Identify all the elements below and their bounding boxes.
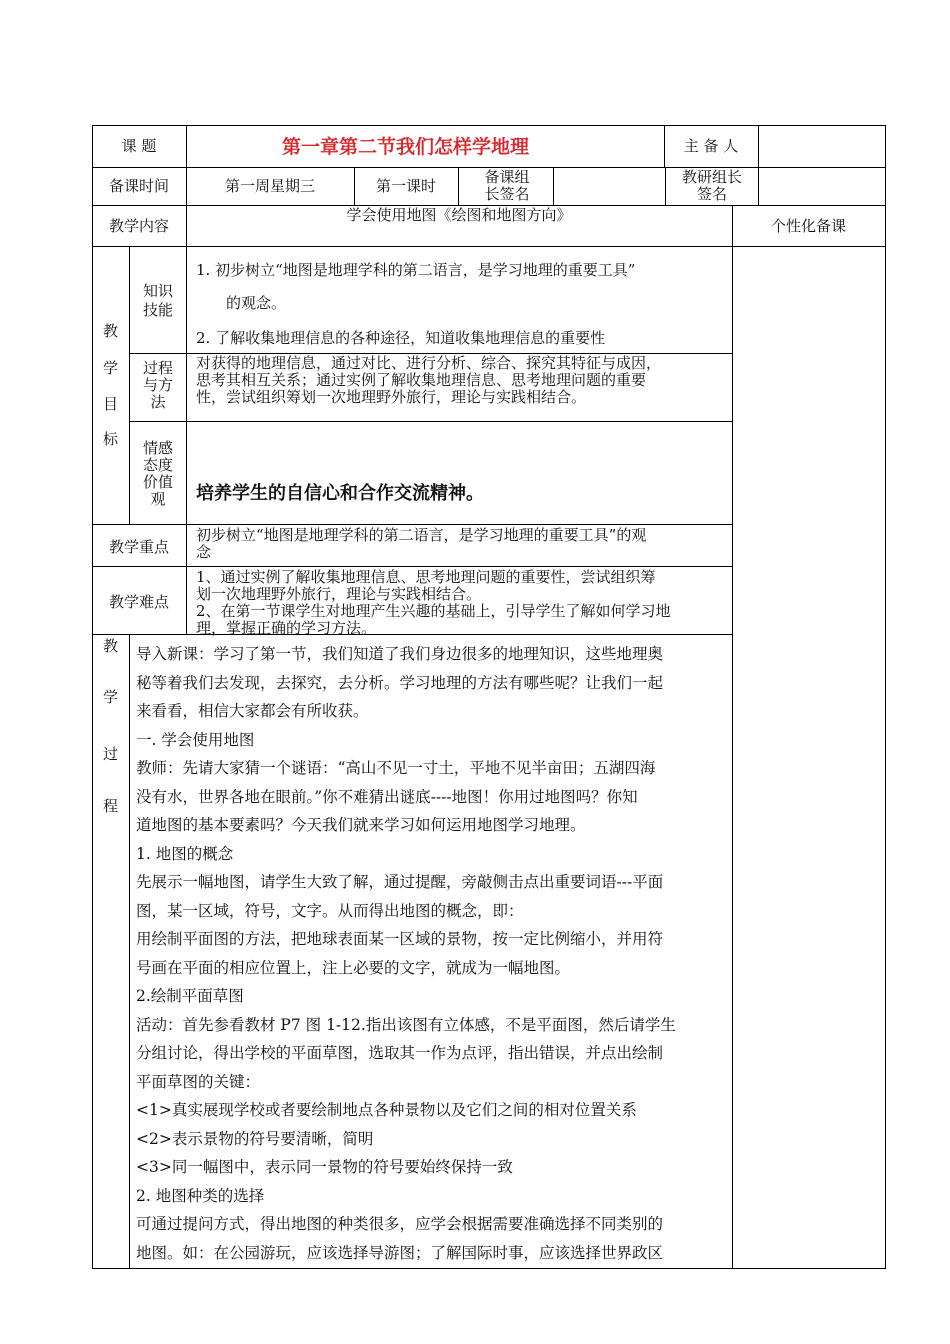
- process-char: 学: [103, 688, 119, 706]
- process-line: 先展示一幅地图，请学生大致了解，通过提醒，旁敲侧击点出重要词语---平面: [136, 873, 664, 891]
- knowledge-label: 知识技能: [142, 282, 173, 319]
- attitude-label: 情感态度价值观: [142, 439, 173, 508]
- process-line: 秘等着我们去发现，去探究，去分析。学习地理的方法有哪些呢？让我们一起: [136, 673, 664, 692]
- research-leader-sign-label: 教研组长签名: [681, 168, 742, 203]
- key-point-line: 念: [196, 543, 212, 561]
- process-line: 可通过提问方式，得出地图的种类很多，应学会根据需要准确选择不同类别的: [136, 1215, 664, 1233]
- process-method-label: 过程与方法: [142, 359, 173, 411]
- process-line: 用绘制平面图的方法，把地球表面某一区域的景物，按一定比例缩小，并用符: [136, 930, 664, 948]
- process-char: 程: [103, 797, 119, 815]
- key-point-line: 初步树立“地图是地理学科的第二语言，是学习地理的重要工具”的观: [196, 526, 647, 544]
- difficulty-line: 划一次地理野外旅行，理论与实践相结合。: [196, 585, 482, 603]
- prep-time-value: 第一周星期三: [224, 177, 315, 195]
- process-line: 2.绘制平面草图: [136, 987, 244, 1005]
- preparer-label: 主 备 人: [683, 137, 739, 155]
- lesson-title: 第一章第二节我们怎样学地理: [282, 136, 530, 158]
- process-line: 1. 地图的概念: [136, 844, 234, 863]
- process-line: 号画在平面的相应位置上，注上必要的文字，就成为一幅地图。: [136, 958, 571, 977]
- difficulty-line: 1、通过实例了解收集地理信息、思考地理问题的重要性，尝试组织筹: [196, 568, 656, 586]
- process-line: 地图。如：在公园游玩，应该选择导游图；了解国际时事，应该选择世界政区: [136, 1243, 664, 1262]
- attitude-value: 培养学生的自信心和合作交流精神。: [196, 483, 484, 504]
- process-line: <2>表示景物的符号要清晰，简明: [136, 1129, 374, 1148]
- personal-prep-label: 个性化备课: [770, 217, 846, 235]
- knowledge-item-1-cont: 的观念。: [226, 294, 287, 312]
- group-leader-sign-label: 备课组长签名: [484, 168, 530, 203]
- key-point-label: 教学重点: [108, 538, 169, 556]
- knowledge-item-2: 2. 了解收集地理信息的各种途径，知道收集地理信息的重要性: [196, 329, 606, 347]
- process-line: 图，某一区域，符号，文字。从而得出地图的概念，即：: [136, 901, 524, 920]
- objectives-char: 目: [103, 395, 119, 413]
- process-method-line: 思考其相互关系；通过实例了解收集地理信息、思考地理问题的重要: [196, 371, 647, 389]
- prep-time-label: 备课时间: [108, 177, 169, 195]
- process-line: 一. 学会使用地图: [136, 730, 255, 749]
- process-char: 过: [103, 745, 119, 763]
- process-line: <3>同一幅图中，表示同一景物的符号要始终保持一致: [136, 1158, 513, 1176]
- process-line: 没有水，世界各地在眼前。”你不难猜出谜底----地图！你用过地图吗？你知: [136, 787, 638, 806]
- objectives-char: 教: [103, 322, 119, 340]
- difficulty-label: 教学难点: [108, 593, 169, 611]
- process-line: 分组讨论，得出学校的平面草图，选取其一作为点评，指出错误，并点出绘制: [136, 1044, 664, 1062]
- process-body: [136, 640, 728, 1267]
- objectives-char: 标: [103, 430, 119, 448]
- process-method-line: 性，尝试组织筹划一次地理野外旅行，理论与实践相结合。: [196, 388, 587, 406]
- process-line: 教师：先请大家猜一个谜语：“高山不见一寸土，平地不见半亩田；五湖四海: [136, 759, 656, 777]
- difficulty-line: 2、在第一节课学生对地理产生兴趣的基础上，引导学生了解如何学习地: [196, 602, 671, 620]
- process-line: 导入新课：学习了第一节，我们知道了我们身边很多的地理知识，这些地理奥: [136, 645, 664, 663]
- content-label: 教学内容: [108, 217, 169, 235]
- process-line: <1>真实展现学校或者要绘制地点各种景物以及它们之间的相对位置关系: [136, 1101, 637, 1119]
- objectives-char: 学: [103, 359, 119, 377]
- content-value: 学会使用地图《绘图和地图方向》: [346, 206, 572, 224]
- process-line: 活动：首先参看教材 P7 图 1-12.指出该图有立体感，不是平面图，然后请学生: [136, 1015, 676, 1034]
- process-line: 平面草图的关键：: [136, 1072, 261, 1091]
- knowledge-item-1: 1. 初步树立“地图是地理学科的第二语言，是学习地理的重要工具”: [196, 261, 636, 279]
- process-line: 道地图的基本要素吗？今天我们就来学习如何运用地图学习地理。: [136, 816, 586, 834]
- process-line: 来看看，相信大家都会有所收获。: [136, 702, 369, 720]
- difficulty-line: 理，掌握正确的学习方法。: [196, 619, 377, 637]
- process-method-line: 对获得的地理信息，通过对比、进行分析、综合、探究其特征与成因，: [196, 354, 662, 372]
- process-char: 教: [103, 637, 119, 655]
- process-line: 2. 地图种类的选择: [136, 1186, 265, 1205]
- topic-label: 课 题: [121, 137, 157, 155]
- period-value: 第一课时: [375, 177, 436, 195]
